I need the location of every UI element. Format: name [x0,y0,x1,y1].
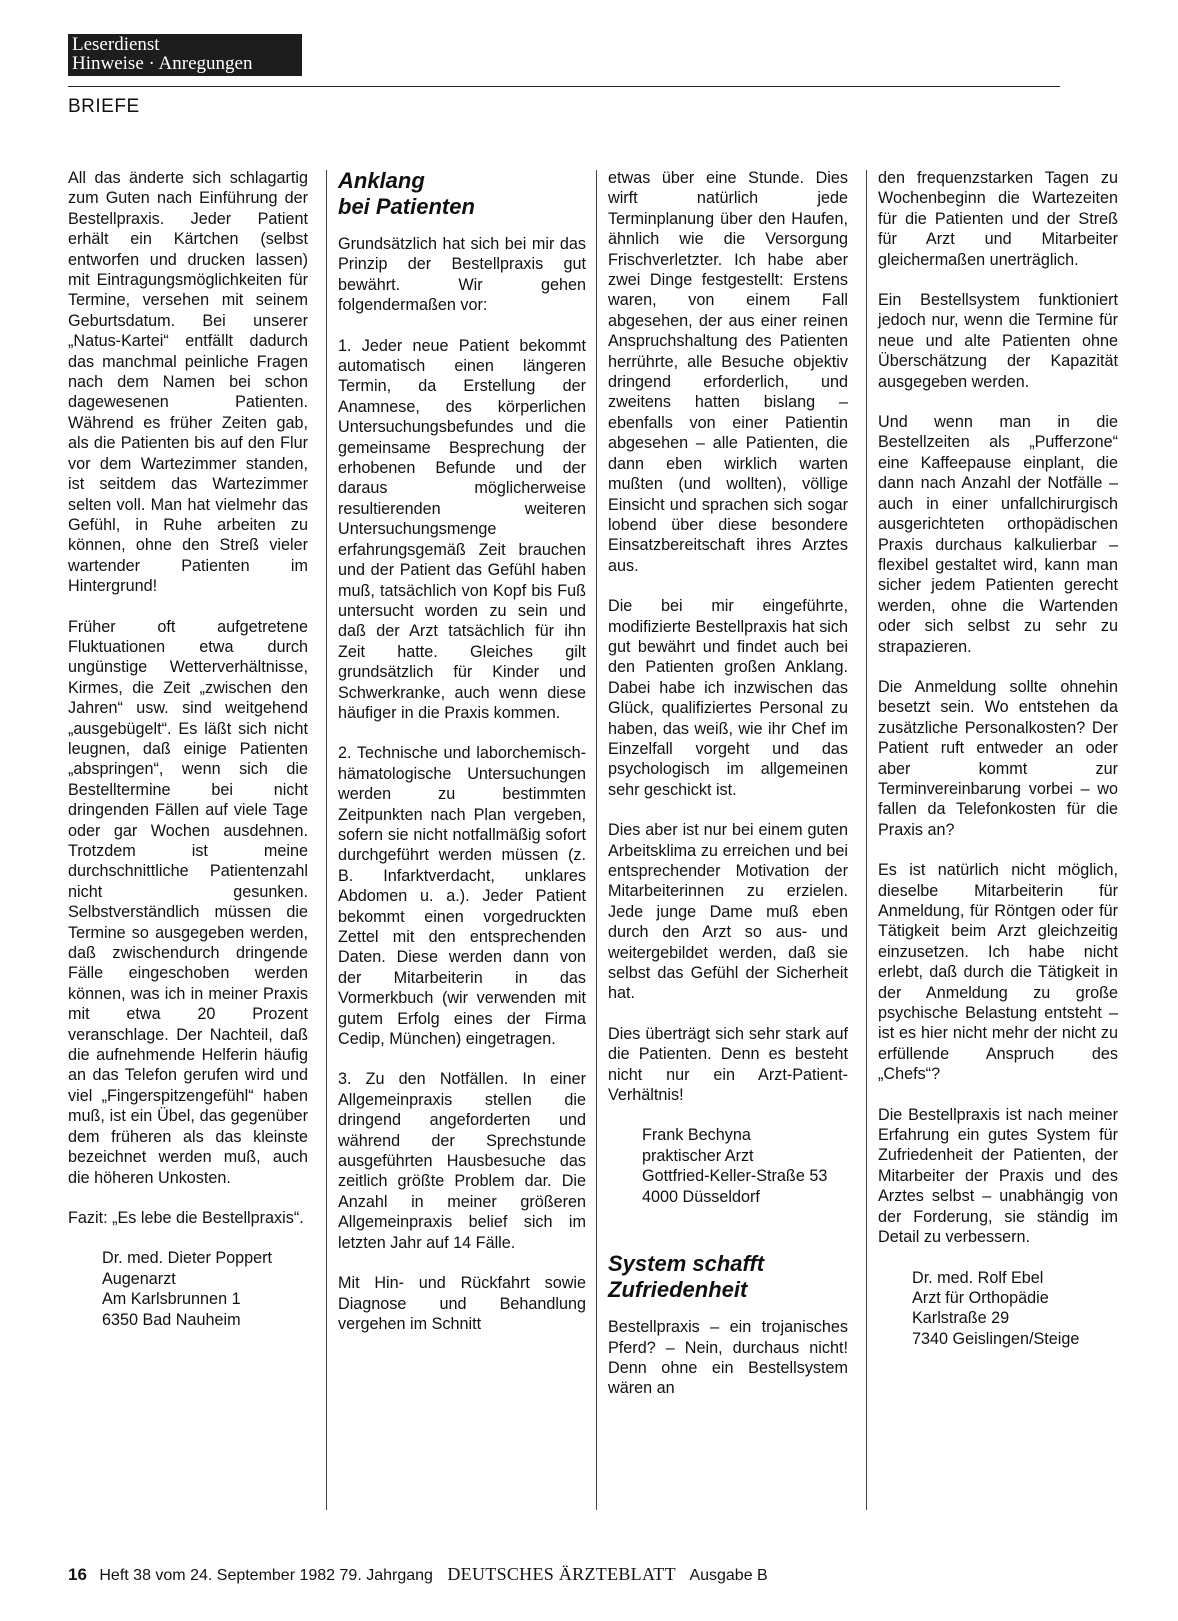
column-1 [68,168,308,1330]
section-label-box [68,34,302,76]
signature-line: Karlstraße 29 [912,1309,1010,1328]
signature-line: Dr. med. Rolf Ebel [912,1268,1044,1287]
section-label-line2: Hinweise · Anregungen [72,53,253,74]
signature-line: 6350 Bad Nauheim [102,1310,241,1329]
signature-line: 7340 Geislingen/Steige [912,1329,1080,1348]
paragraph: 1. Jeder neue Patient bekommt automatisch einen längeren Termin, da Erstellung der Anamnese, des körperlichen Untersuchungsbefundes und die gemeinsame Besprechung der erhobenen Befunde und der daraus möglicherweise resultierenden weiteren Untersuchungsmenge erfahrungsgemäß Zeit brauchen und der Patient das Gefühl haben muß, tatsächlich von Kopf bis Fuß untersucht worden zu sein und daß der Arzt tatsächlich für ihn Zeit hatte. Gleiches gilt grundsätzlich für Kinder und Schwerkranke, auch wenn diese häufiger in die Praxis kommen. [338,336,586,722]
heading-line: Anklang [338,168,425,193]
heading-line: bei Patienten [338,194,475,219]
paragraph: Die Anmeldung sollte ohnehin besetzt sein. Wo entstehen da zusätzliche Personalkosten? Der Patient ruft entweder an oder aber kommt zur Terminvereinbarung vorbei – wo fallen da Telefonkosten für die Praxis an? [878,677,1118,839]
letter-signature [912,1268,1118,1350]
signature-line: Frank Bechyna [642,1126,751,1145]
signature-line: Augenarzt [102,1269,176,1288]
paragraph: Die Bestellpraxis ist nach meiner Erfahrung ein gutes System für Zufriedenheit der Patienten, der Mitarbeiter der Praxis und des Arztes selbst – unabhängig von der Forderung, sie ständig im Detail zu verbessern. [878,1105,1118,1247]
signature-line: Dr. med. Dieter Poppert [102,1249,273,1268]
signature-line: 4000 Düsseldorf [642,1187,760,1206]
letter-signature [102,1248,308,1330]
paragraph: Fazit: „Es lebe die Bestellpraxis“. [68,1208,304,1227]
column-4 [878,168,1118,1349]
column-divider [326,170,327,1510]
paragraph: Und wenn man in die Bestellzeiten als „Pufferzone“ eine Kaffeepause einplant, die dann nach Anzahl der Notfälle – auch in einer unfallchirurgisch ausgerichteten orthopädischen Praxis durchaus kalkulierbar – flexibel gestaltet wird, kann man sicher jedem Patienten gerecht werden, ohne die Wartenden oder sich selbst zu sehr zu strapazieren. [878,413,1118,656]
paragraph: Mit Hin- und Rückfahrt sowie Diagnose und Behandlung vergehen im Schnitt [338,1274,586,1333]
signature-line: Gottfried-Keller-Straße 53 [642,1167,828,1186]
signature-line: Am Karlsbrunnen 1 [102,1290,241,1309]
paragraph: Früher oft aufgetretene Fluktuationen etwa durch ungünstige Wetterverhältnisse, Kirmes, die Zeit „zwischen den Jahren“ usw. sind weitgehend „ausgebügelt“. Es läßt sich nicht leugnen, daß einige Patienten „abspringen“, wenn sich die Bestelltermine bei nicht dringenden Fällen auf viele Tage oder gar Wochen ausdehnen. Trotzdem ist meine durchschnittliche Patientenzahl nicht gesunken. Selbstverständlich müssen die Termine so ausgegeben werden, daß zwischendurch dringende Fälle eingeschoben werden können, was ich in meiner Praxis mit etwa 20 Prozent veranschlage. Der Nachteil, daß die aufnehmende Helferin häufig an das Telefon gerufen wird und viel „Fingerspitzengefühl“ haben muß, ist ein Übel, das gegenüber dem früheren als das kleinste bezeichnet werden muß, auch die höheren Unkosten. [68,617,308,1187]
paragraph: den frequenzstarken Tagen zu Wochenbeginn die Wartezeiten für die Patienten und der Streß für Arzt und Mitarbeiter gleichermaßen unerträglich. [878,169,1118,269]
paragraph: All das änderte sich schlagartig zum Guten nach Einführung der Bestellpraxis. Jeder Patient erhält ein Kärtchen (selbst entworfen und drucken lassen) mit Eintragungsmöglichkeiten für Termine, versehen mit seinem Geburtsdatum. Bei unserer „Natus-Kartei“ entfällt dadurch das manchmal peinliche Fragen nach dem Namen bei schon dagewesenen Patienten. Während es früher Zeiten gab, als die Patienten bis auf den Flur vor dem Wartezimmer standen, ist seitdem das Wartezimmer selten voll. Man hat vielmehr das Gefühl, in Ruhe arbeiten zu können, ohne den Streß vieler wartender Patienten im Hintergrund! [68,169,308,596]
header-rule [68,86,1060,87]
paragraph: Ein Bestellsystem funktioniert jedoch nur, wenn die Termine für neue und alte Patienten ohne Überschätzung der Kapazität ausgegeben werden. [878,291,1118,391]
column-2 [338,168,586,1354]
page-number: 16 [68,1565,87,1584]
paragraph: Die bei mir eingeführte, modifizierte Bestellpraxis hat sich gut bewährt und findet auch bei den Patienten großen Anklang. Dabei habe ich inzwischen das Glück, qualifiziertes Personal zu haben, das weiß, wie ihr Chef im Einzelfall vorgeht und das psychologisch im allgemeinen sehr geschickt ist. [608,597,848,799]
paragraph: Dies aber ist nur bei einem guten Arbeitsklima zu erreichen und bei entsprechender Motivation der Mitarbeiterinnen zu erzielen. Jede junge Dame muß eben durch den Arzt so aus- und weitergebildet werden, daß sie selbst das Gefühl der Sicherheit hat. [608,821,848,1003]
paragraph: etwas über eine Stunde. Dies wirft natürlich jede Terminplanung über den Haufen, ähnlich wie die Versorgung Frischverletzter. Ich habe aber zwei Dinge festgestellt: Erstens waren, von einem Fall abgesehen, der aus einer reinen Anspruchshaltung des Patienten herrührte, alle Besuche objektiv dringend erforderlich, und zweitens hatten bislang – ebenfalls von einer Patientin abgesehen – alle Patienten, die dann eben wirklich warten mußten (und wollten), völlige Einsicht und sprachen sich sogar lobend über diese besondere Einsatzbereitschaft ihres Arztes aus. [608,169,848,575]
publication-name: DEUTSCHES ÄRZTEBLATT [447,1564,676,1584]
column-divider [866,170,867,1510]
paragraph: Dies überträgt sich sehr stark auf die Patienten. Denn es besteht nicht nur ein Arzt-Patient-Verhältnis! [608,1024,848,1105]
section-label-line1: Leserdienst [72,34,160,55]
column-3 [608,168,848,1419]
heading-line: Zufriedenheit [608,1277,748,1303]
paragraph: 2. Technische und laborchemisch-hämatologische Untersuchungen werden zu bestimmten Zeitpunkten nach Plan vergeben, sofern sie nicht notfallmäßig sofort durchgeführt werden müssen (z. B. Infarktverdacht, unklares Abdomen u. a.). Jeder Patient bekommt einen vorgedruckten Zettel mit den entsprechenden Daten. Diese werden dann von der Mitarbeiterin in das Vormerkbuch (wir verwenden mit gutem Erfolg eines der Firma Cedip, München) eingetragen. [338,744,586,1049]
paragraph: Bestellpraxis – ein trojanisches Pferd? – Nein, durchaus nicht! Denn ohne ein Bestellsystem wären an [608,1318,848,1398]
article-heading [608,1251,848,1303]
paragraph: 3. Zu den Notfällen. In einer Allgemeinpraxis stellen die dringend angeforderten und während der Sprechstunde ausgeführten Hausbesuche das zeitlich größte Problem dar. Die Anzahl in meiner größeren Allgemeinpraxis belief sich im letzten Jahr auf 14 Fälle. [338,1070,586,1252]
page-footer [68,1564,768,1585]
paragraph: Es ist natürlich nicht möglich, dieselbe Mitarbeiterin für Anmeldung, für Röntgen oder für Tätigkeit beim Arzt gleichzeitig einzusetzen. Ich habe nicht erlebt, daß durch die Tätigkeit in der Anmeldung zu große psychische Belastung entsteht – ist es hier nicht mehr der nicht zu erfüllende Anspruch des „Chefs“? [878,861,1118,1084]
article-heading [338,168,586,220]
heading-line: System schafft [608,1251,765,1277]
paragraph: Grundsätzlich hat sich bei mir das Prinzip der Bestellpraxis gut bewährt. Wir gehen folgendermaßen vor: [338,235,586,315]
section-title: BRIEFE [68,96,140,117]
signature-line: Arzt für Orthopädie [912,1288,1049,1307]
column-divider [596,170,597,1510]
issue-info: Heft 38 vom 24. September 1982 79. Jahrgang [99,1567,433,1584]
letter-signature [642,1125,848,1207]
signature-line: praktischer Arzt [642,1146,754,1165]
edition: Ausgabe B [689,1567,768,1584]
